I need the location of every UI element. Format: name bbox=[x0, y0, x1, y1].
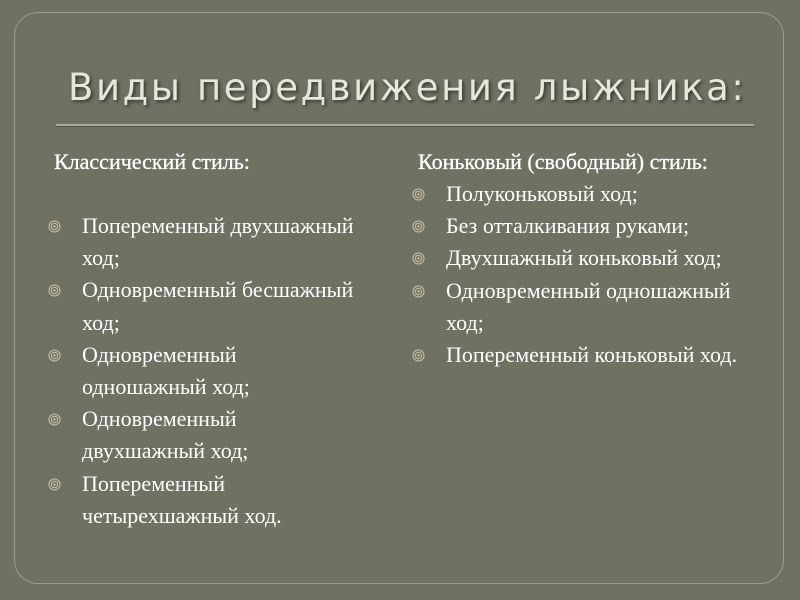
circle-target-icon bbox=[412, 252, 425, 265]
list-item bbox=[48, 468, 358, 532]
list-item bbox=[412, 178, 772, 210]
circle-target-icon bbox=[412, 349, 425, 362]
list-item bbox=[412, 339, 772, 371]
list-item-text: Попеременный четырехшажный ход. bbox=[82, 470, 282, 528]
list-item-text: Одновременный одношажный ход; bbox=[446, 277, 731, 335]
right-bullet-list bbox=[412, 178, 772, 371]
list-item-text: Двухшажный коньковый ход; bbox=[446, 245, 722, 271]
circle-target-icon bbox=[48, 220, 61, 233]
list-item bbox=[48, 210, 358, 274]
list-item-text: Одновременный двухшажный ход; bbox=[82, 406, 249, 464]
list-item-text: Одновременный бесшажный ход; bbox=[82, 277, 354, 335]
left-bullet-list bbox=[48, 210, 358, 532]
circle-target-icon bbox=[412, 188, 425, 201]
list-item-text: Полуконьковый ход; bbox=[446, 181, 638, 206]
circle-target-icon bbox=[412, 285, 425, 298]
list-item bbox=[412, 275, 772, 339]
list-item-text: Без отталкивания руками; bbox=[446, 213, 690, 239]
left-column-heading: Классический стиль: bbox=[54, 149, 250, 174]
list-item-text: Попеременный двухшажный ход; bbox=[82, 213, 354, 271]
left-column bbox=[48, 146, 358, 532]
list-item bbox=[412, 210, 772, 242]
circle-target-icon bbox=[48, 349, 61, 362]
circle-target-icon bbox=[48, 284, 61, 297]
list-item bbox=[48, 274, 358, 338]
list-item-text: Попеременный коньковый ход. bbox=[446, 342, 738, 368]
list-item bbox=[48, 339, 358, 403]
slide-title: Виды передвижения лыжника: bbox=[68, 66, 747, 109]
list-item bbox=[48, 403, 358, 467]
list-item-text: Одновременный одношажный ход; bbox=[82, 341, 250, 400]
list-item bbox=[412, 242, 772, 274]
title-divider bbox=[56, 124, 754, 127]
circle-target-icon bbox=[48, 413, 61, 426]
right-column bbox=[412, 146, 772, 371]
circle-target-icon bbox=[48, 478, 61, 491]
circle-target-icon bbox=[412, 220, 425, 233]
right-column-heading: Коньковый (свободный) стиль: bbox=[418, 149, 708, 174]
